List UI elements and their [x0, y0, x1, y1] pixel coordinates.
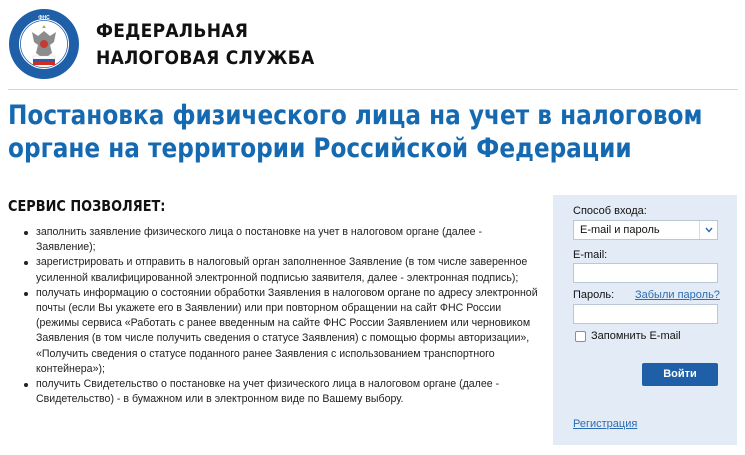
- service-heading: СЕРВИС ПОЗВОЛЯЕТ:: [8, 197, 166, 215]
- email-label: E-mail:: [573, 249, 608, 261]
- password-field[interactable]: [573, 304, 718, 324]
- header-divider: [8, 89, 738, 90]
- fns-emblem-logo[interactable]: [8, 8, 80, 80]
- remember-email-label: Запомнить E-mail: [591, 330, 681, 342]
- login-method-value: E-mail и пароль: [580, 224, 660, 236]
- svg-text:ФНС: ФНС: [38, 15, 50, 21]
- chevron-down-icon[interactable]: [699, 221, 717, 239]
- site-header: [0, 0, 745, 88]
- email-field[interactable]: [573, 263, 718, 283]
- list-item: получать информацию о состоянии обработки Заявления в налоговом органе по адресу электронной почты (если Вы укажете его в Заявлении) или при повторном обращении на сайт ФНС России (режимы сервиса «Работать с ранее введенным на сайте ФНС России Заявлением или черновиком Заявления (в том числе получить сведения о статусе Заявления) с помощью формы авторизации», «Получить сведения о статусе поданного ранее Заявления с использованием транспортного контейнера»);: [22, 286, 542, 377]
- login-method-label: Способ входа:: [573, 205, 647, 217]
- service-features-list: [22, 225, 542, 407]
- organization-name: [96, 18, 315, 72]
- forgot-password-link[interactable]: Забыли пароль?: [635, 289, 720, 301]
- list-item: зарегистрировать и отправить в налоговый орган заполненное Заявление (в том числе заверенное усиленной квалифицированной электронной подписью заявителя, далее - электронная подпись);: [22, 255, 542, 285]
- login-panel: [553, 195, 737, 445]
- organization-name-line1: ФЕДЕРАЛЬНАЯ: [96, 20, 249, 42]
- page-title: Постановка физического лица на учет в налоговом органе на территории Российской Федерации: [8, 100, 703, 164]
- register-link[interactable]: Регистрация: [573, 418, 638, 430]
- list-item: заполнить заявление физического лица о постановке на учет в налоговом органе (далее - Заявление);: [22, 225, 542, 255]
- organization-name-line2: НАЛОГОВАЯ СЛУЖБА: [96, 47, 315, 69]
- password-label: Пароль:: [573, 289, 615, 301]
- login-button[interactable]: Войти: [642, 363, 718, 386]
- list-item: получить Свидетельство о постановке на учет физического лица в налоговом органе (далее - Свидетельство) - в бумажном или в электронном виде по Вашему выбору.: [22, 377, 542, 407]
- remember-email-checkbox[interactable]: [575, 331, 586, 342]
- login-method-select[interactable]: [573, 220, 718, 240]
